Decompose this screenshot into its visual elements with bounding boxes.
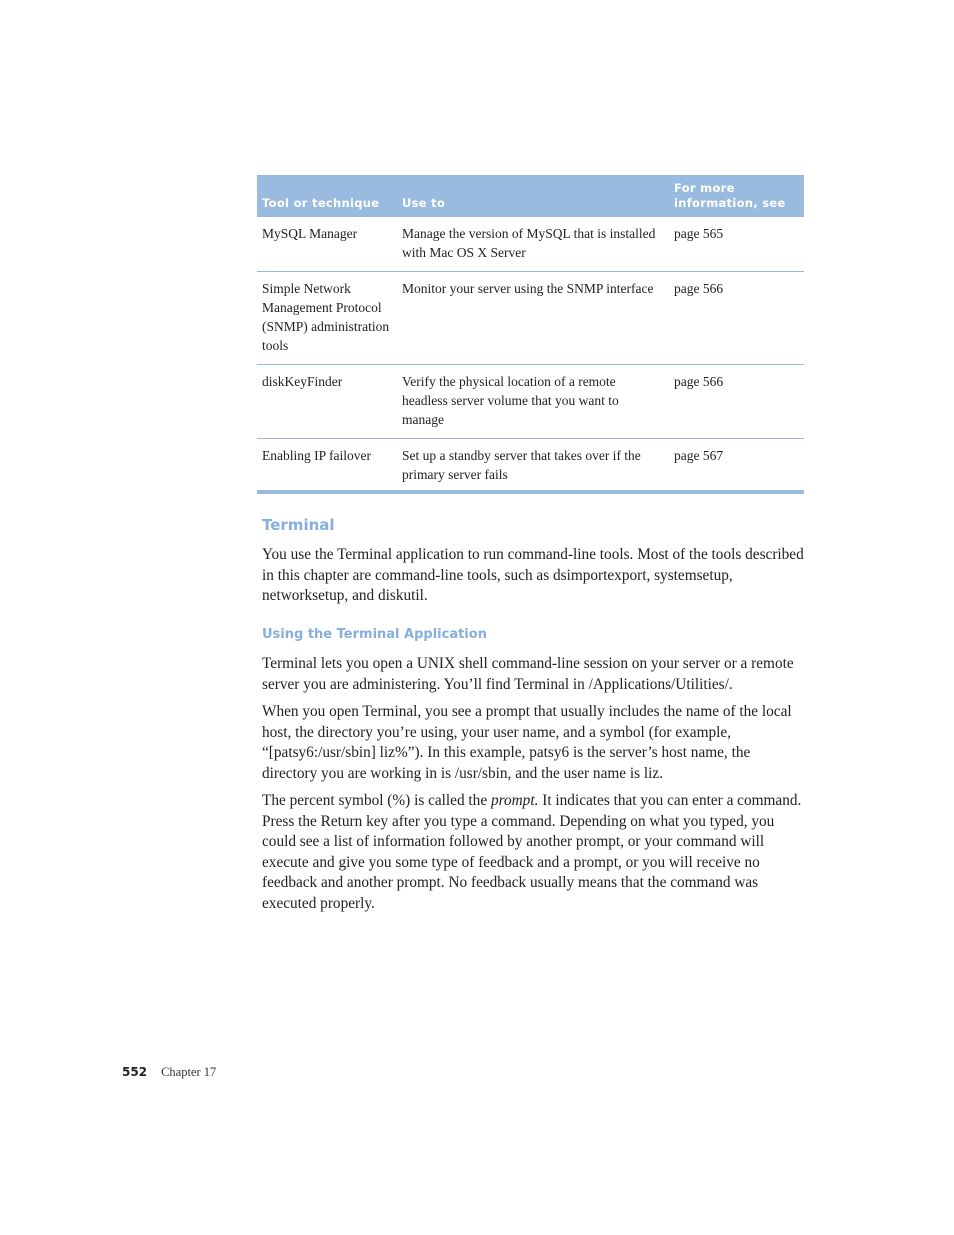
paragraph-terminal-intro: Terminal lets you open a UNIX shell command-line session on your server or a remote server you are administering. You’ll find Terminal in /Applications/Utilities/. [262, 655, 794, 693]
cell-tool: MySQL Manager [257, 217, 397, 272]
cell-page: page 567 [669, 439, 804, 493]
subsection-heading: Using the Terminal Application [262, 627, 487, 642]
page-footer [122, 1063, 216, 1081]
cell-page: page 565 [669, 217, 804, 272]
cell-page: page 566 [669, 365, 804, 439]
emphasis-prompt: prompt. [490, 792, 539, 809]
section-intro: You use the Terminal application to run command-line tools. Most of the tools described in this chapter are command-line tools, such as dsimportexport, systemsetup, networksetup, and diskutil. [262, 546, 804, 604]
chapter-label: Chapter 17 [161, 1065, 217, 1079]
table-row [257, 272, 804, 365]
cell-use: Verify the physical location of a remote headless server volume that you want to manage [397, 365, 669, 439]
text-run: The percent symbol (%) is called the [262, 792, 491, 809]
cell-tool: diskKeyFinder [257, 365, 397, 439]
table-header-row [257, 175, 804, 217]
cell-tool: Enabling IP failover [257, 439, 397, 493]
cell-use: Manage the version of MySQL that is installed with Mac OS X Server [397, 217, 669, 272]
paragraph-prompt-example: When you open Terminal, you see a prompt that usually includes the name of the local host, the directory you’re using, your user name, and a symbol (for example, “[patsy6:/usr/sbin] liz%”). In this example, patsy6 is the server’s host name, the directory you are working in is /usr/sbin, and the user name is liz. [262, 703, 792, 782]
reference-table [257, 175, 804, 494]
page-number: 552 [122, 1065, 148, 1079]
header-use: Use to [397, 175, 669, 217]
cell-tool: Simple Network Management Protocol (SNMP) administration tools [257, 272, 397, 365]
cell-use: Monitor your server using the SNMP interface [397, 272, 669, 365]
section-heading: Terminal [262, 516, 335, 534]
table-row [257, 365, 804, 439]
text-run: It indicates that you can enter a command. Press the Return key after you type a command. Depending on what you typed, you could see a list of information followed by another prompt, or your command will execute and give you some type of feedback and a prompt, or you will receive no feedback and another prompt. No feedback usually means that the command was executed properly. [262, 792, 802, 912]
paragraph-prompt-explained [262, 791, 807, 914]
header-tool: Tool or technique [257, 175, 397, 217]
table-row [257, 439, 804, 493]
table-row [257, 217, 804, 272]
cell-use: Set up a standby server that takes over if the primary server fails [397, 439, 669, 493]
cell-page: page 566 [669, 272, 804, 365]
header-more-info: For more information, see [669, 175, 804, 217]
tools-table [257, 175, 804, 494]
